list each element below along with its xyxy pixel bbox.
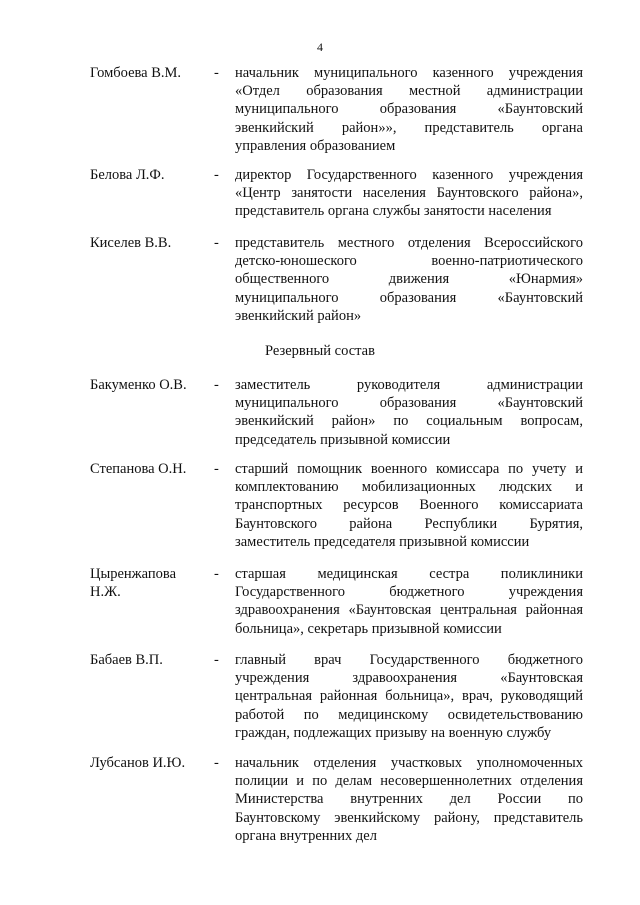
separator-dash: - xyxy=(214,755,219,771)
role-line: здравоохранения «Баунтовская центральная районная xyxy=(235,602,583,619)
role-line: муниципального образования «Баунтовский xyxy=(235,395,583,412)
member-name: Бабаев В.П. xyxy=(90,652,163,668)
role-line: начальник муниципального казенного учреждения xyxy=(235,65,583,81)
separator-dash: - xyxy=(214,652,219,668)
separator-dash: - xyxy=(214,167,219,183)
member-role xyxy=(235,754,583,845)
separator-dash: - xyxy=(214,461,219,477)
member-role xyxy=(235,166,583,221)
role-line: представитель органа службы занятости населения xyxy=(235,203,552,220)
role-line: комплектованию мобилизационных людских и xyxy=(235,479,583,496)
member-name: Степанова О.Н. xyxy=(90,461,187,477)
member-name: Белова Л.Ф. xyxy=(90,167,165,183)
member-role xyxy=(235,234,583,325)
role-line: больница», секретарь призывной комиссии xyxy=(235,620,502,637)
role-line: «Центр занятости населения Баунтовского района», xyxy=(235,185,583,202)
role-line: граждан, подлежащих призыву на военную службу xyxy=(235,724,552,741)
member-role xyxy=(235,376,583,449)
role-line: полиции и по делам несовершеннолетних отделения xyxy=(235,773,583,790)
role-line: председатель призывной комиссии xyxy=(235,431,451,448)
separator-dash: - xyxy=(214,235,219,251)
member-name: Бакуменко О.В. xyxy=(90,377,187,393)
member-role xyxy=(235,651,583,742)
member-name: Лубсанов И.Ю. xyxy=(90,755,186,771)
role-line: органа внутренних дел xyxy=(235,827,377,844)
role-line: старший помощник военного комиссара по учету и xyxy=(235,461,583,477)
section-title: Резервный состав xyxy=(265,343,375,359)
role-line: муниципального образования «Баунтовский xyxy=(235,289,583,306)
member-name: Гомбоева В.М. xyxy=(90,65,182,81)
role-line: заместитель руководителя администрации xyxy=(235,377,583,393)
role-line: главный врач Государственного бюджетного xyxy=(235,652,583,668)
role-line: транспортных ресурсов Военного комиссариата xyxy=(235,497,583,514)
role-line: старшая медицинская сестра поликлиники xyxy=(235,566,583,582)
member-name: Киселев В.В. xyxy=(90,235,172,251)
role-line: директор Государственного казенного учреждения xyxy=(235,167,583,183)
role-line: эвенкийский район» xyxy=(235,307,362,324)
role-line: эвенкийский район» по социальным вопросам, xyxy=(235,413,583,430)
role-line: эвенкийский район»», представитель органа xyxy=(235,119,583,136)
role-line: центральная районная больница», врач, руководящий xyxy=(235,688,583,705)
role-line: муниципального образования «Баунтовский xyxy=(235,101,583,118)
role-line: общественного движения «Юнармия» xyxy=(235,271,583,288)
member-role xyxy=(235,565,583,638)
member-role xyxy=(235,460,583,551)
role-line: учреждения здравоохранения «Баунтовская xyxy=(235,670,583,687)
member-role xyxy=(235,64,583,155)
role-line: работой по медицинскому освидетельствованию xyxy=(235,706,583,723)
separator-dash: - xyxy=(214,377,219,393)
role-line: начальник отделения участковых уполномоченных xyxy=(235,755,583,771)
role-line: Баунтовского района Республики Бурятия, xyxy=(235,515,583,532)
role-line: Министерства внутренних дел России по xyxy=(235,791,583,808)
role-line: управления образованием xyxy=(235,137,396,154)
role-line: «Отдел образования местной администрации xyxy=(235,83,583,100)
role-line: детско-юношеского военно-патриотического xyxy=(235,253,583,270)
role-line: заместитель председателя призывной комиссии xyxy=(235,533,530,550)
member-name: Цыренжапова Н.Ж. xyxy=(90,566,177,601)
separator-dash: - xyxy=(214,566,219,582)
separator-dash: - xyxy=(214,65,219,81)
role-line: Государственного бюджетного учреждения xyxy=(235,584,583,601)
role-line: представитель местного отделения Всероссийского xyxy=(235,235,583,251)
role-line: Баунтовскому эвенкийскому району, представитель xyxy=(235,809,583,826)
page-number: 4 xyxy=(317,40,323,54)
